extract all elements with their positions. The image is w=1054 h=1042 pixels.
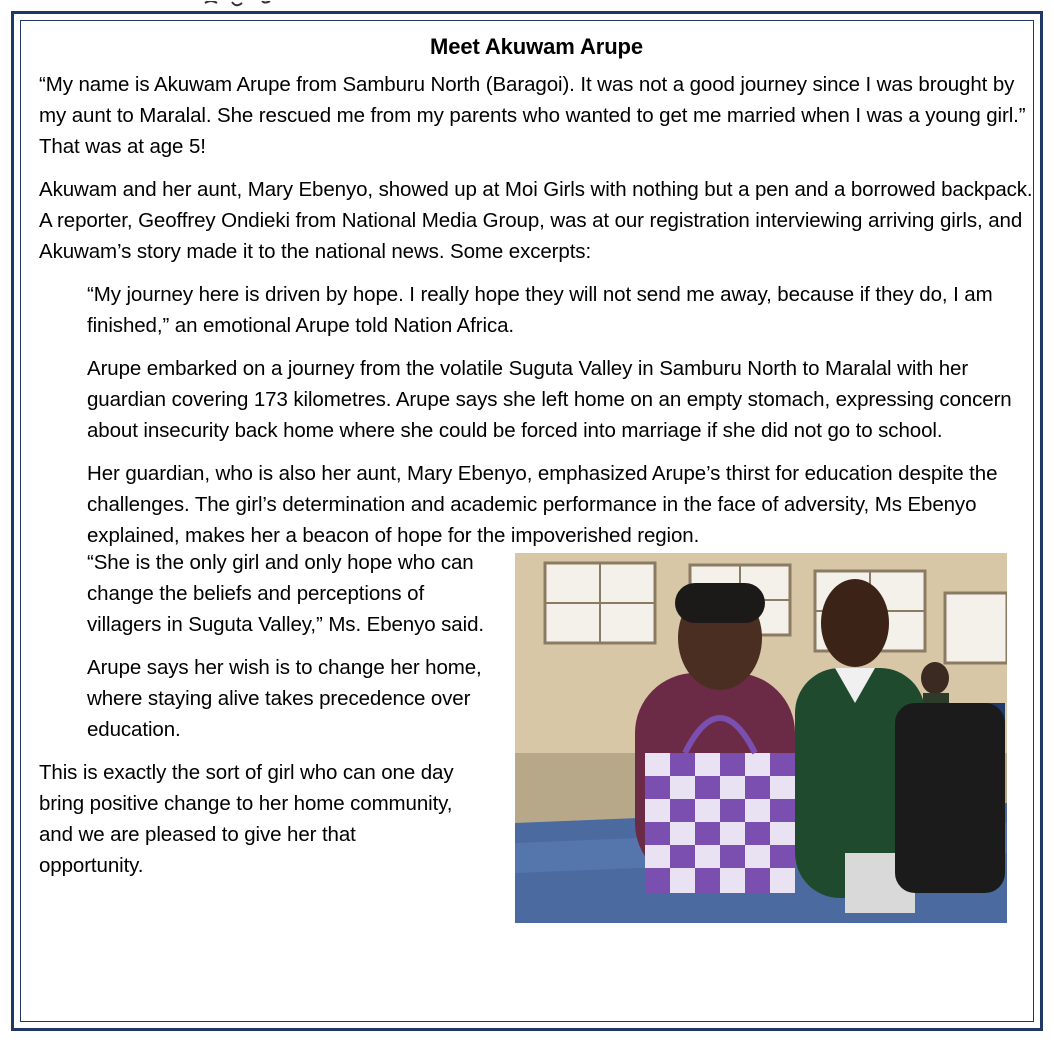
excerpt-paragraph: Her guardian, who is also her aunt, Mary Ebenyo, emphasized Arupe’s thirst for education despite the challenges. The girl’s determination and academic performance in the face of adversity, Ms Ebenyo explained, makes her a beacon of hope for the impoverished region.	[87, 462, 998, 547]
excerpt-paragraph: “My journey here is driven by hope. I really hope they will not send me away, because if they do, I am finished,” an emotional Arupe told Nation Africa.	[87, 283, 993, 337]
photo-section	[39, 547, 1034, 927]
context-paragraph: Akuwam and her aunt, Mary Ebenyo, showed up at Moi Girls with nothing but a pen and a borrowed backpack. A reporter, Geoffrey Ondieki from National Media Group, was at our registration interviewing arriving girls, and Akuwam’s story made it to the national news. Some excerpts:	[39, 178, 1033, 263]
excerpt-paragraph: Arupe embarked on a journey from the volatile Suguta Valley in Samburu North to Maralal with her guardian covering 173 kilometres. Arupe says she left home on an empty stomach, expressing concern about insecurity back home where she could be forced into marriage if she did not go to school.	[87, 357, 1012, 442]
intro-paragraph: “My name is Akuwam Arupe from Samburu North (Baragoi). It was not a good journey since I was brought by my aunt to Maralal. She rescued me from my parents who wanted to get me married when I was a young girl.” That was at age 5!	[39, 73, 1026, 158]
page-title: Meet Akuwam Arupe	[429, 34, 644, 59]
excerpt-paragraph: “She is the only girl and only hope who can change the beliefs and perceptions of villagers in Suguta Valley,” Ms. Ebenyo said.	[87, 551, 484, 636]
document-content	[39, 30, 1034, 927]
excerpt-paragraph: Arupe says her wish is to change her home, where staying alive takes precedence over education.	[87, 656, 482, 741]
closing-paragraph: This is exactly the sort of girl who can one day bring positive change to her home community, and we are pleased to give her that opportunity.	[39, 761, 454, 877]
wrapped-text-column	[39, 547, 484, 881]
news-photo	[515, 553, 1007, 923]
